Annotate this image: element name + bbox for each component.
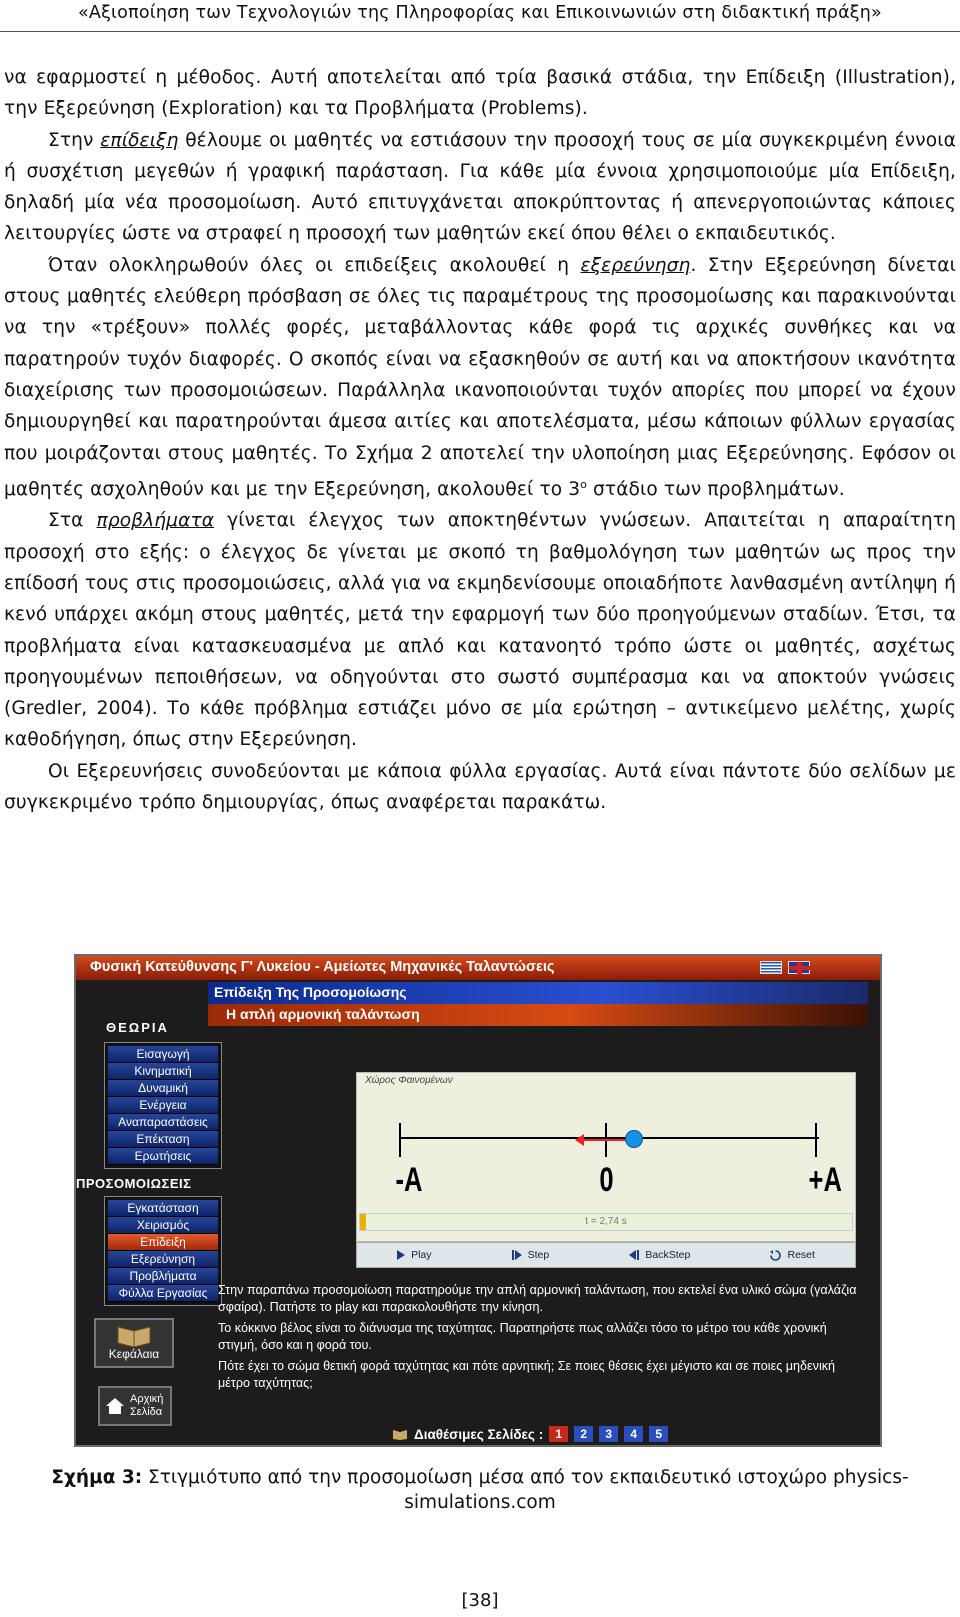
sim-section-bar: Επίδειξη Της Προσομοίωσης: [208, 982, 868, 1004]
menu-item-simulation-active[interactable]: Επίδειξη: [108, 1234, 218, 1251]
term-problems: προβλήματα: [96, 510, 215, 532]
paragraph-2: [4, 125, 956, 250]
tick-minus-a: [399, 1123, 401, 1157]
menu-item-theory[interactable]: Επέκταση: [108, 1131, 218, 1148]
paragraph-5-text: Οι Εξερευνήσεις συνοδεύονται με κάποια φύλλα εργασίας. Αυτά είναι πάντοτε δύο σελίδων με συγκεκριμένο τρόπο δημιουργίας, όπως αναφέρεται παρακάτω.: [4, 760, 956, 814]
page-button[interactable]: 5: [649, 1426, 668, 1442]
backstep-label: BackStep: [645, 1249, 691, 1261]
home-button[interactable]: [98, 1386, 172, 1426]
menu-item-theory[interactable]: Ενέργεια: [108, 1097, 218, 1114]
stage-label: Χώρος Φαινομένων: [365, 1075, 453, 1086]
home-label-line-1: Αρχική: [130, 1393, 164, 1405]
menu-item-theory[interactable]: Δυναμική: [108, 1080, 218, 1097]
pages-label: Διαθέσιμες Σελίδες :: [414, 1426, 544, 1442]
step-button[interactable]: [512, 1249, 550, 1261]
reset-icon: [770, 1250, 781, 1261]
sim-title-bar: [76, 956, 880, 980]
play-label: Play: [411, 1249, 432, 1261]
simulation-description: [218, 1282, 858, 1396]
menu-item-theory[interactable]: Αναπαραστάσεις: [108, 1114, 218, 1131]
book-icon: [114, 1323, 154, 1347]
theory-menu: [104, 1042, 222, 1169]
description-2: Το κόκκινο βέλος είναι το διάνυσμα της ταχύτητας. Παρατηρήστε πως αλλάζει τόσο το μέτρο του κάθε χρονική στιγμή, όσο και η φορά του.: [218, 1321, 827, 1352]
running-header: «Αξιοποίηση των Τεχνολογιών της Πληροφορίας και Επικοινωνιών στη διδακτική πράξη»: [78, 3, 882, 23]
backstep-icon: [629, 1250, 639, 1260]
paragraph-5: [4, 756, 956, 819]
reset-label: Reset: [787, 1249, 815, 1261]
time-bar: [359, 1213, 853, 1231]
menu-item-simulation[interactable]: Εξερεύνηση: [108, 1251, 218, 1268]
description-1: Στην παραπάνω προσομοίωση παρατηρούμε την απλή αρμονική ταλάντωση, που εκτελεί ένα υλικό σώμα (γαλάζια σφαίρα). Πατήστε το play και παρακολουθήστε την κίνηση.: [218, 1283, 857, 1314]
sim-title: Φυσική Κατεύθυνσης Γ' Λυκείου - Αμείωτες Μηχανικές Ταλαντώσεις: [90, 959, 555, 975]
figure-caption: [20, 1465, 940, 1515]
control-bar: [356, 1242, 856, 1268]
sim-topic-bar: Η απλή αρμονική ταλάντωση: [208, 1004, 868, 1026]
paragraph-4-rest: γίνεται έλεγχος των αποκτηθέντων γνώσεων. Απαιτείται η απαραίτητη προσοχή στο εξής: ο έλεγχος δε γίνεται με σκοπό τη βαθμολόγηση των μαθητών ως προς την επίδοσή τους στις προσομοιώσεις, αλλά για να εκμηδενίσουμε οποιαδήποτε λανθασμένη αντίληψη ή κενό υπάρχει ακόμη στους μαθητές, μετά την εφαρμογή των δύο προηγούμενων σταδίων. Έτσι, τα προβλήματα είναι κατασκευασμένα με απλό και κατανοητό τρόπο ώστε οι μαθητές, ασχέτως προηγουμένων πεποιθήσεων, να οδηγούνται στο σωστό συμπέρασμα και να αποκτούν γνώσεις (Gredler, 2004). Το κάθε πρόβλημα εστιάζει μόνο σε μία ερώτηση – αντικείμενο μελέτης, χωρίς καθοδήγηση, όπως στην Εξερεύνηση.: [4, 510, 956, 751]
label-zero: 0: [599, 1161, 614, 1199]
paragraph-2-start: Στην: [48, 129, 101, 151]
term-illustration: επίδειξη: [100, 129, 179, 151]
paragraph-2-rest: θέλουμε οι μαθητές να εστιάσουν την προσοχή τους σε μία συγκεκριμένη έννοια ή συσχέτιση μεγεθών ή γραφική παράσταση. Για κάθε μία έννοια χρησιμοποιούμε μία Επίδειξη, δηλαδή μία νέα προσομοίωση. Αυτό επιτυγχάνεται αποκρύπτοντας ή απενεργοποιώντας κάποιες λειτουργίες ώστε να στραφεί η προσοχή των μαθητών εκεί όπου θέλει ο εκπαιδευτικός.: [4, 129, 956, 245]
velocity-arrow: [583, 1139, 631, 1141]
body-text: [4, 62, 956, 818]
caption-text: Στιγμιότυπο από την προσομοίωση μέσα από τον εκπαιδευτικό ιστοχώρο physics-simulations.com: [142, 1467, 909, 1513]
label-plus-a: +A: [808, 1161, 842, 1199]
menu-item-simulation[interactable]: Εγκατάσταση: [108, 1200, 218, 1217]
page-button-current[interactable]: 1: [549, 1426, 568, 1442]
reset-button[interactable]: [770, 1249, 814, 1261]
simulations-heading: ΠΡΟΣΟΜΟΙΩΣΕΙΣ: [76, 1176, 192, 1191]
paragraph-1: [4, 62, 956, 125]
menu-item-simulation[interactable]: Προβλήματα: [108, 1268, 218, 1285]
menu-item-theory[interactable]: Κινηματική: [108, 1063, 218, 1080]
tick-plus-a: [815, 1123, 817, 1157]
phenomena-stage: [356, 1072, 856, 1242]
simulation-screenshot: [74, 954, 882, 1447]
language-flags: [760, 961, 810, 974]
page-selector: [392, 1426, 668, 1442]
greek-flag-icon[interactable]: [760, 961, 782, 974]
page-button[interactable]: 4: [624, 1426, 643, 1442]
oscillating-ball[interactable]: [625, 1130, 643, 1148]
paragraph-4-start: Στα: [48, 510, 97, 532]
home-icon: [104, 1395, 126, 1417]
menu-item-theory[interactable]: Εισαγωγή: [108, 1046, 218, 1063]
description-3: Πότε έχει το σώμα θετική φορά ταχύτητας και πότε αρνητική; Σε ποιες θέσεις έχει μέγιστο και σε ποιες μηδενική μέτρο ταχύτητας;: [218, 1359, 836, 1390]
paragraph-3: [4, 250, 956, 506]
home-label-line-2: Σελίδα: [130, 1406, 163, 1418]
paragraph-1-text: να εφαρμοστεί η μέθοδος. Αυτή αποτελείται από τρία βασικά στάδια, την Επίδειξη (Illustration), την Εξερεύνηση (Exploration) και τα Προβλήματα (Problems).: [4, 67, 956, 120]
chapters-button[interactable]: [94, 1318, 174, 1368]
paragraph-3-start: Όταν ολοκληρωθούν όλες οι επιδείξεις ακολουθεί η: [48, 254, 581, 276]
ordinal-superscript: ο: [580, 477, 588, 491]
uk-flag-icon[interactable]: [788, 961, 810, 974]
paragraph-3-rest: . Στην Εξερεύνηση δίνεται στους μαθητές ελεύθερη πρόσβαση σε όλες τις παραμέτρους της προσομοίωσης και παρακινούνται να την «τρέξουν» πολλές φορές, μεταβάλλοντας κάθε φορά τις αρχικές συνθήκες και να παρατηρούν τυχόν διαφορές. Ο σκοπός είναι να εξασκηθούν σε αυτή και να αποκτήσουν ικανότητα διαχείρισης των προσομοιώσεων. Παράλληλα ικανοποιούνται τυχόν απορίες που μπορεί να έχουν δημιουργηθεί και παρατηρούνται άμεσα αιτίες και αποτελέσματα, μέσω κάποιων φύλλων εργασίας που μοιράζονται στους μαθητές. Το Σχήμα 2 αποτελεί την υλοποίηση μιας Εξερεύνησης. Εφόσον οι μαθητές ασχοληθούν και με την Εξερεύνηση, ακολουθεί το 3: [4, 254, 956, 501]
step-label: Step: [527, 1249, 550, 1261]
page-number: [38]: [461, 1590, 499, 1611]
label-minus-a: -A: [395, 1161, 423, 1199]
chapters-label: Κεφάλαια: [108, 1347, 160, 1361]
play-button[interactable]: [397, 1249, 431, 1261]
simulations-menu: [104, 1196, 222, 1306]
paragraph-3-end: στάδιο των προβλημάτων.: [587, 479, 845, 501]
book-icon: [392, 1428, 408, 1440]
menu-item-simulation[interactable]: Χειρισμός: [108, 1217, 218, 1234]
home-label: [130, 1393, 163, 1419]
term-exploration: εξερεύνηση: [580, 254, 691, 276]
time-readout: t = 2,74 s: [585, 1216, 627, 1227]
theory-heading: ΘΕΩΡΙΑ: [106, 1020, 169, 1035]
time-progress: [360, 1214, 366, 1230]
page-button[interactable]: 3: [599, 1426, 618, 1442]
header-rule: [0, 31, 960, 32]
backstep-button[interactable]: [629, 1249, 690, 1261]
paragraph-4: [4, 505, 956, 755]
caption-label: Σχήμα 3:: [51, 1467, 143, 1488]
menu-item-theory[interactable]: Ερωτήσεις: [108, 1148, 218, 1165]
step-icon: [512, 1250, 522, 1260]
page-button[interactable]: 2: [574, 1426, 593, 1442]
play-icon: [397, 1250, 405, 1260]
menu-item-simulation[interactable]: Φύλλα Εργασίας: [108, 1285, 218, 1302]
